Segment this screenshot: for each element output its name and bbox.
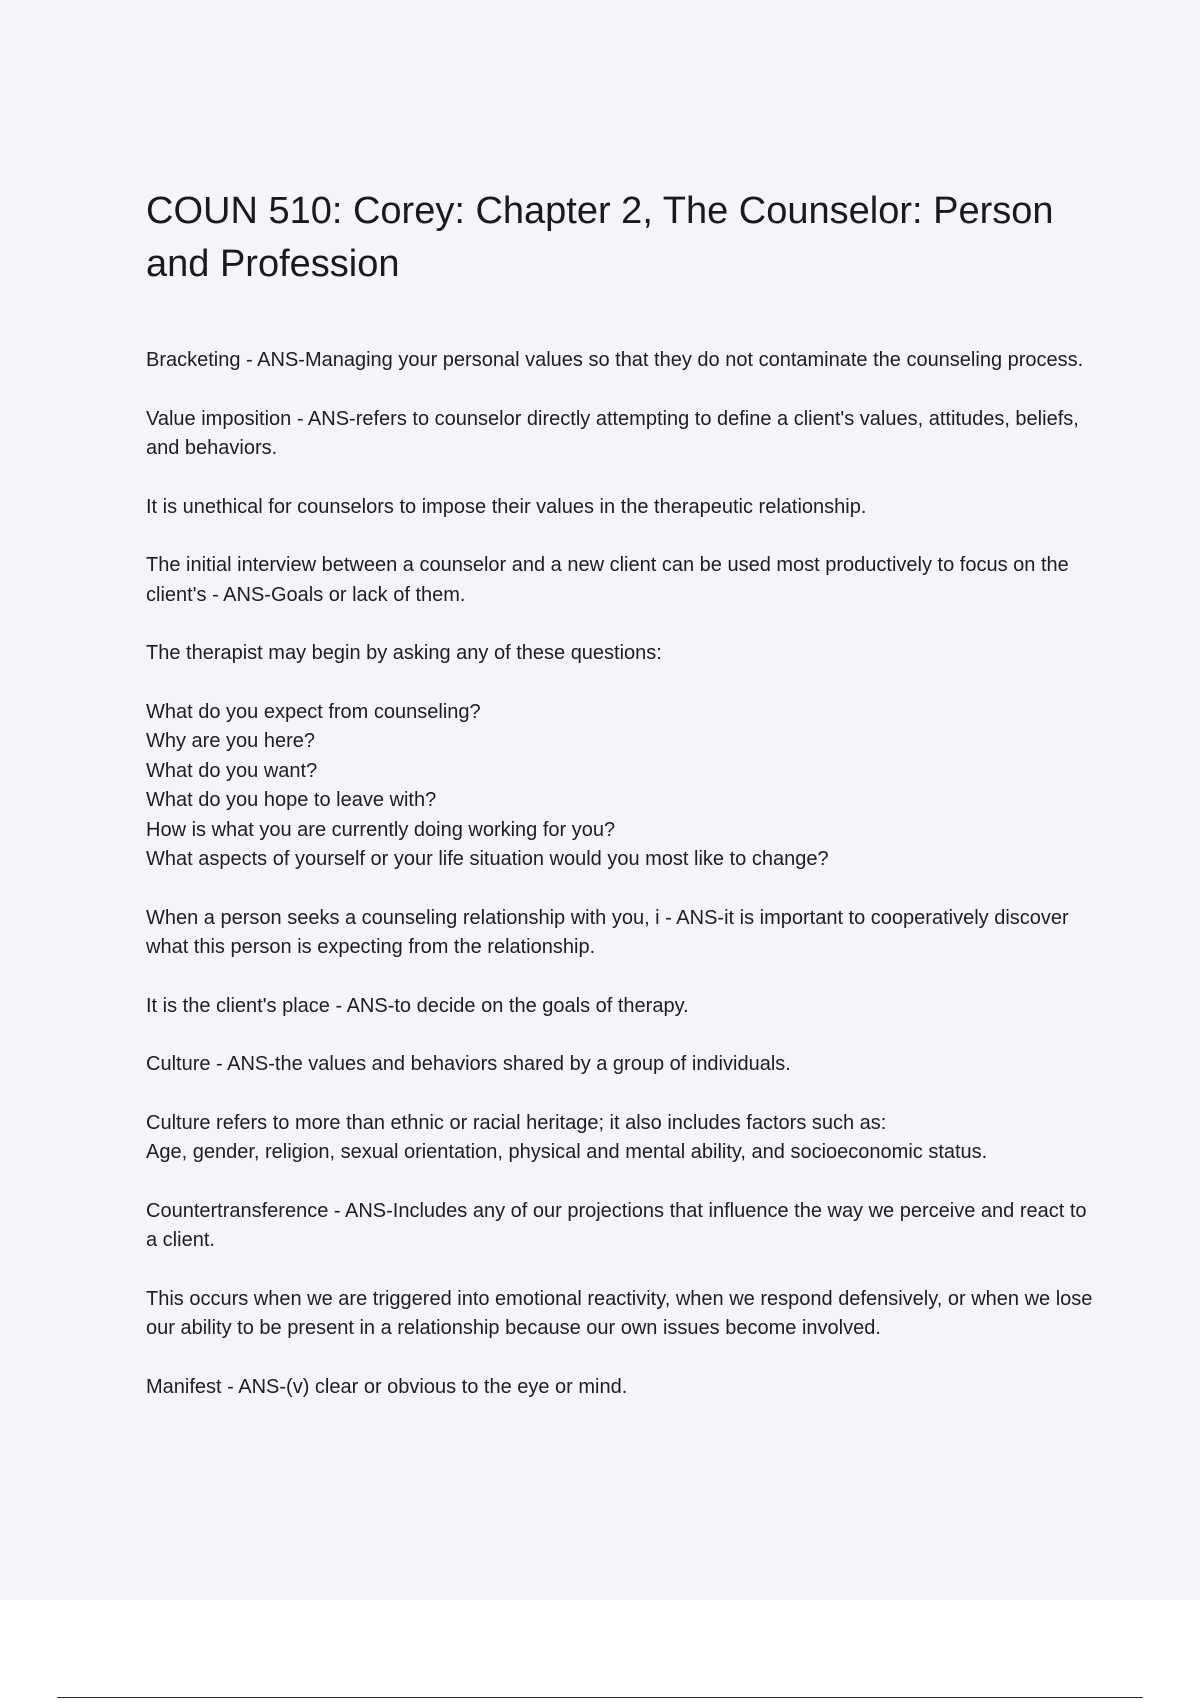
paragraph-bracketing: Bracketing - ANS-Managing your personal values so that they do not contaminate the counseling process. [146, 349, 1084, 371]
question-item: What do you expect from counseling? [146, 700, 481, 723]
paragraph-questions-intro: The therapist may begin by asking any of these questions: [146, 642, 662, 664]
question-item: What do you want? [146, 759, 318, 782]
question-item: What aspects of yourself or your life situation would you most like to change? [146, 848, 829, 870]
paragraph-unethical: It is unethical for counselors to impose their values in the therapeutic relationship. [146, 495, 867, 518]
culture-factors-line-2: Age, gender, religion, sexual orientation, physical and mental ability, and socioeconomic status. [146, 1141, 988, 1163]
culture-factors-line-1: Culture refers to more than ethnic or racial heritage; it also includes factors such as: [146, 1111, 887, 1134]
paragraph-initial-interview: The initial interview between a counselor and a new client can be used most productively to focus on the client's - ANS-Goals or lack of them. [146, 554, 1069, 606]
question-list [146, 698, 1096, 875]
document-content [146, 185, 1096, 1431]
footer-divider [57, 1697, 1143, 1698]
paragraph-value-imposition: Value imposition - ANS-refers to counselor directly attempting to define a client's values, attitudes, beliefs, and behaviors. [146, 407, 1079, 459]
question-item: How is what you are currently doing working for you? [146, 818, 616, 841]
paragraph-culture-factors [146, 1109, 1096, 1168]
paragraph-client-place: It is the client's place - ANS-to decide on the goals of therapy. [146, 994, 689, 1017]
paragraph-culture-definition: Culture - ANS-the values and behaviors shared by a group of individuals. [146, 1053, 791, 1075]
question-item: Why are you here? [146, 730, 315, 752]
document-title: COUN 510: Corey: Chapter 2, The Counselor: Person and Profession [146, 190, 1054, 285]
question-item: What do you hope to leave with? [146, 789, 437, 811]
paragraph-countertransference: Countertransference - ANS-Includes any of our projections that influence the way we perceive and react to a client. [146, 1199, 1087, 1251]
paragraph-reactivity: This occurs when we are triggered into emotional reactivity, when we respond defensively, or when we lose our ability to be present in a relationship because our own issues become involved. [146, 1287, 1093, 1339]
paragraph-manifest: Manifest - ANS-(v) clear or obvious to the eye or mind. [146, 1375, 628, 1398]
paragraph-expectations: When a person seeks a counseling relationship with you, i - ANS-it is important to cooperatively discover what this person is expecting from the relationship. [146, 906, 1069, 958]
